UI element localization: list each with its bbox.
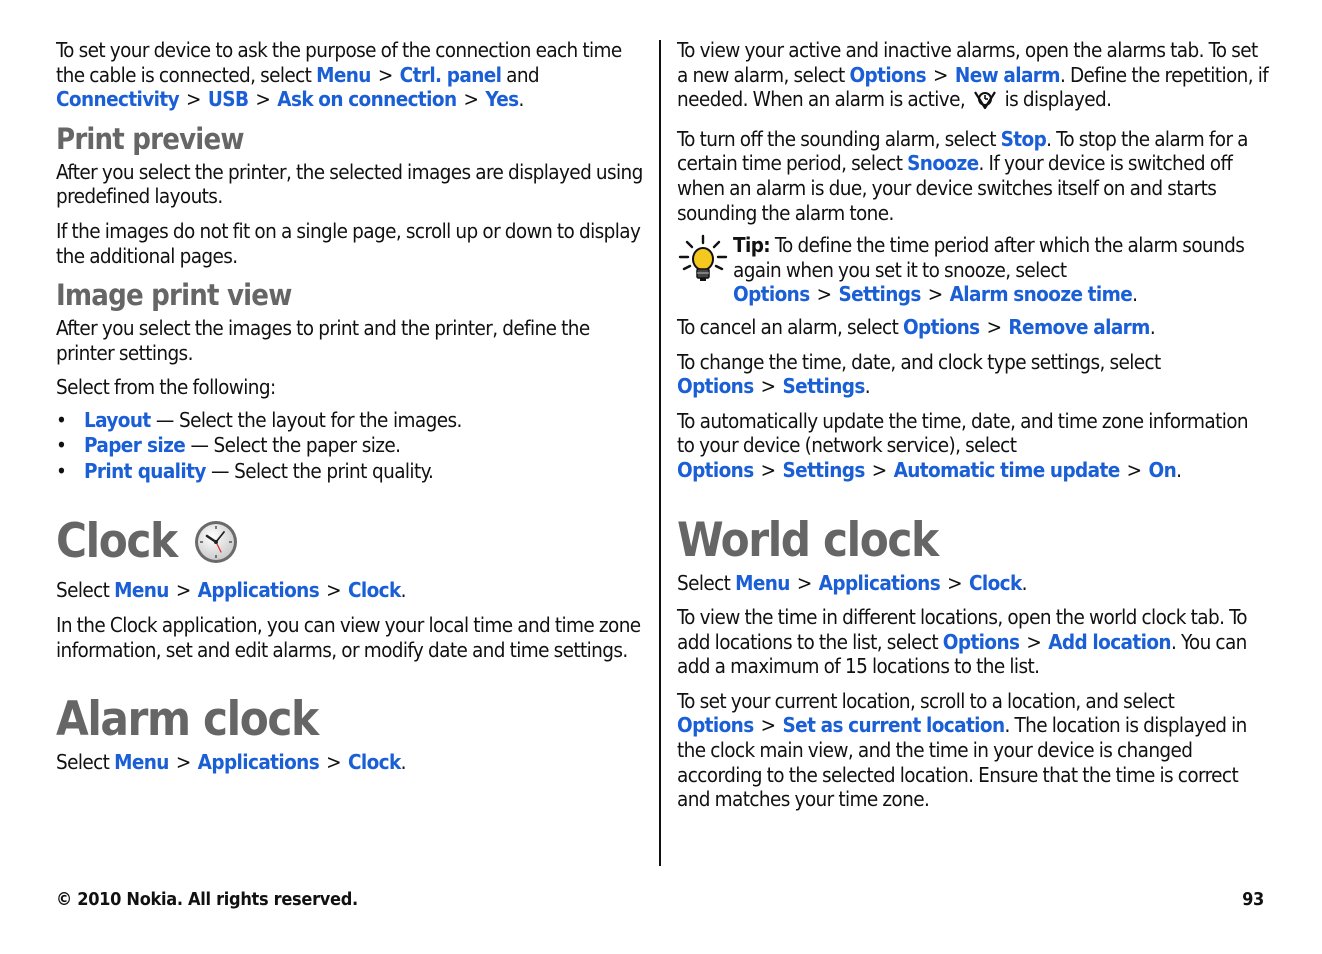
cancel-alarm-paragraph: To cancel an alarm, select Options > Remove alarm. — [677, 314, 1156, 339]
applications-link[interactable]: Applications — [818, 570, 941, 595]
alarms-tab-paragraph: To view your active and inactive alarms, open the alarms tab. To set a new alarm, select Options > New alarm. Define the repetition, if needed. When an alarm is active, is displayed. — [677, 38, 1269, 117]
layout-link[interactable]: Layout — [84, 407, 151, 432]
separator: > — [255, 87, 271, 112]
print-settings-list — [56, 408, 648, 485]
clock-link[interactable]: Clock — [347, 750, 401, 775]
page-footer — [56, 889, 1264, 910]
menu-link[interactable]: Menu — [735, 570, 790, 595]
connectivity-link[interactable]: Connectivity — [56, 87, 180, 112]
separator: > — [986, 314, 1002, 339]
clock-icon — [193, 519, 239, 565]
separator: > — [760, 713, 776, 738]
usb-connection-paragraph: To set your device to ask the purpose of the connection each time the cable is connected, select Menu > Ctrl. panel and Connectivity > USB > Ask on connection > Yes. — [56, 38, 622, 112]
separator: > — [1126, 457, 1142, 482]
options-link[interactable]: Options — [677, 374, 754, 399]
separator: > — [326, 750, 341, 775]
print-preview-paragraph-1: After you select the printer, the selected images are displayed using predefined layouts. — [56, 159, 643, 209]
settings-link[interactable]: Settings — [782, 457, 865, 482]
on-link[interactable]: On — [1148, 457, 1177, 482]
applications-link[interactable]: Applications — [197, 750, 320, 775]
automatic-time-update-link[interactable]: Automatic time update — [893, 457, 1120, 482]
options-link[interactable]: Options — [849, 62, 927, 87]
list-item: • Layout — Select the layout for the images. — [56, 408, 648, 434]
clock-link[interactable]: Clock — [968, 570, 1022, 595]
separator: > — [760, 374, 776, 399]
settings-link[interactable]: Settings — [838, 282, 921, 307]
applications-link[interactable]: Applications — [197, 578, 320, 603]
tip-label: Tip: — [733, 233, 771, 258]
ask-on-connection-link[interactable]: Ask on connection — [277, 87, 457, 112]
separator: > — [760, 457, 776, 482]
clock-description-paragraph: In the Clock application, you can view your local time and time zone information, set and edit alarms, or modify date and time settings. — [56, 613, 641, 662]
settings-link[interactable]: Settings — [782, 374, 865, 399]
image-print-view-paragraph-2: Select from the following: — [56, 375, 276, 400]
paper-size-link[interactable]: Paper size — [84, 433, 186, 458]
print-quality-link[interactable]: Print quality — [84, 458, 206, 483]
options-link[interactable]: Options — [677, 713, 754, 738]
separator: > — [175, 750, 191, 775]
clock-settings-paragraph: To change the time, date, and clock type settings, select Options > Settings. — [677, 349, 1161, 399]
world-clock-heading: World clock — [677, 512, 938, 568]
alarm-snooze-time-link[interactable]: Alarm snooze time — [949, 282, 1133, 307]
image-print-view-paragraph-1: After you select the images to print and the printer, define the printer settings. — [56, 316, 590, 365]
add-location-link[interactable]: Add location — [1048, 629, 1171, 654]
alarm-select-paragraph: Select Menu > Applications > Clock. — [56, 750, 406, 775]
separator: > — [927, 282, 943, 307]
separator: > — [871, 457, 887, 482]
clock-link[interactable]: Clock — [347, 578, 401, 603]
image-print-view-heading: Image print view — [56, 278, 292, 313]
right-column — [677, 38, 1269, 822]
separator: > — [186, 87, 201, 112]
options-link[interactable]: Options — [733, 282, 810, 307]
separator: > — [796, 570, 812, 595]
options-link[interactable]: Options — [677, 457, 754, 482]
list-item: • Print quality — Select the print quality. — [56, 459, 648, 485]
separator: > — [463, 87, 479, 112]
usb-link[interactable]: USB — [207, 87, 249, 112]
lightbulb-icon — [677, 233, 733, 289]
world-clock-select-paragraph: Select Menu > Applications > Clock. — [677, 570, 1027, 595]
separator: > — [326, 578, 341, 603]
list-item: • Paper size — Select the paper size. — [56, 433, 648, 459]
separator: > — [1026, 629, 1042, 654]
menu-link[interactable]: Menu — [316, 62, 371, 87]
stop-alarm-paragraph: To turn off the sounding alarm, select Stop. To stop the alarm for a certain time period, select Snooze. If your device is switched off when an alarm is due, your device switches itself on and starts sounding the alarm tone. — [677, 126, 1248, 225]
ctrl-panel-link[interactable]: Ctrl. panel — [399, 62, 502, 87]
world-clock-current-paragraph: To set your current location, scroll to a location, and select Options > Set as current location. The location is displayed in the clock main view, and the time in your device is changed according to the selected location. Ensure that the time is correct and matches your time zone. — [677, 688, 1247, 812]
alarm-active-icon — [972, 89, 998, 117]
world-clock-add-paragraph: To view the time in different locations, open the world clock tab. To add locations to the list, select Options > Add location. You can add a maximum of 15 locations to the list. — [677, 605, 1247, 679]
tip-box — [677, 233, 1269, 307]
alarm-clock-heading: Alarm clock — [56, 692, 318, 748]
clock-heading-row — [56, 514, 648, 570]
set-as-current-location-link[interactable]: Set as current location — [782, 713, 1005, 738]
tip-text: Tip: To define the time period after which the alarm sounds again when you set it to snooze, select Options > Settings > Alarm snooze time. — [733, 233, 1245, 307]
separator: > — [175, 578, 191, 603]
separator: > — [947, 570, 962, 595]
yes-link[interactable]: Yes — [485, 87, 519, 112]
page-number: 93 — [1242, 889, 1264, 910]
stop-link[interactable]: Stop — [1000, 126, 1047, 151]
print-preview-heading: Print preview — [56, 121, 244, 156]
snooze-link[interactable]: Snooze — [907, 151, 979, 176]
options-link[interactable]: Options — [942, 629, 1020, 654]
left-column — [56, 38, 648, 785]
auto-update-paragraph: To automatically update the time, date, and time zone information to your device (network service), select Options > Settings > Automatic time update > On. — [677, 408, 1248, 482]
new-alarm-link[interactable]: New alarm — [954, 62, 1060, 87]
remove-alarm-link[interactable]: Remove alarm — [1008, 314, 1150, 339]
clock-select-paragraph: Select Menu > Applications > Clock. — [56, 578, 406, 603]
menu-link[interactable]: Menu — [114, 750, 169, 775]
copyright-text: © 2010 Nokia. All rights reserved. — [56, 889, 358, 910]
column-divider — [659, 40, 661, 866]
clock-heading: Clock — [56, 514, 177, 570]
print-preview-paragraph-2: If the images do not fit on a single page, scroll up or down to display the additional pages. — [56, 218, 641, 268]
separator: > — [933, 62, 948, 87]
separator: > — [377, 62, 393, 87]
menu-link[interactable]: Menu — [114, 578, 169, 603]
options-link[interactable]: Options — [902, 314, 980, 339]
separator: > — [816, 282, 832, 307]
